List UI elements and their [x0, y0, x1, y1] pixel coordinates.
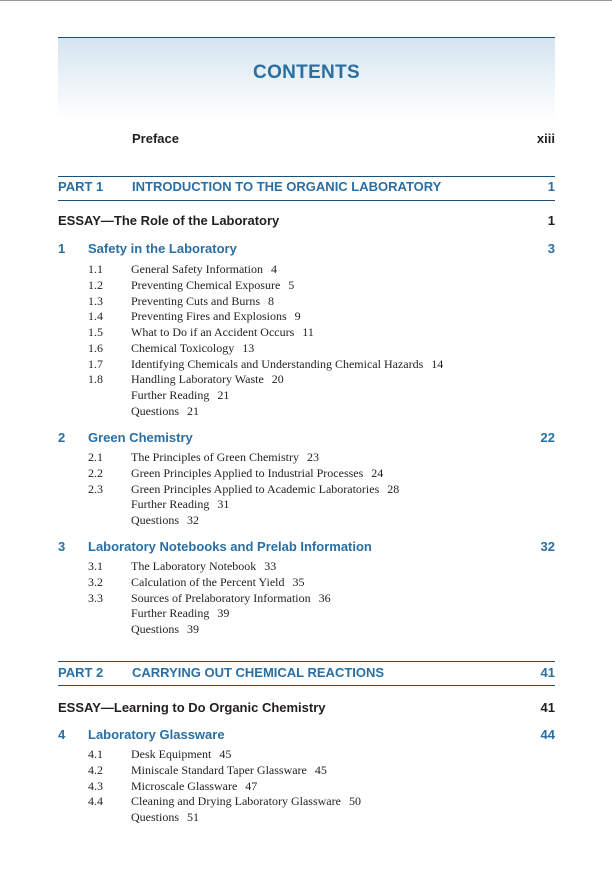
section-entry[interactable] [131, 278, 294, 293]
chapter-title[interactable]: Laboratory Glassware [88, 727, 225, 742]
section-page-number: 47 [245, 778, 258, 793]
section-title: Handling Laboratory Waste [131, 372, 264, 387]
section-page-number: 36 [318, 590, 331, 605]
section-number: 2.3 [88, 481, 103, 496]
section-title: Preventing Chemical Exposure [131, 277, 281, 292]
section-entry[interactable] [131, 513, 199, 528]
section-page-number: 45 [219, 747, 232, 761]
section-page-number: 14 [431, 356, 444, 371]
chapter-page-number: 22 [540, 430, 555, 445]
section-entry[interactable] [131, 747, 231, 762]
section-entry[interactable] [131, 559, 276, 574]
section-number: 1.4 [88, 309, 103, 324]
section-page-number: 9 [294, 309, 301, 324]
section-title: Preventing Fires and Explosions [131, 309, 287, 324]
part-rule-bottom [58, 200, 555, 201]
section-number: 4.4 [88, 794, 103, 809]
section-page-number: 23 [306, 450, 319, 464]
part-title[interactable]: CARRYING OUT CHEMICAL REACTIONS [132, 665, 385, 680]
section-page-number: 50 [348, 794, 361, 809]
section-entry[interactable] [131, 763, 327, 778]
essay-title[interactable]: ESSAY—The Role of the Laboratory [58, 213, 280, 228]
section-number: 4.3 [88, 778, 103, 793]
section-page-number: 28 [387, 481, 400, 496]
section-entry[interactable] [131, 606, 229, 621]
chapter-number: 4 [58, 727, 66, 742]
section-entry[interactable] [131, 591, 331, 606]
section-entry[interactable] [131, 262, 277, 277]
section-number: 1.6 [88, 340, 103, 355]
section-title: General Safety Information [131, 262, 263, 276]
section-entry[interactable] [131, 482, 399, 497]
section-title: Further Reading [131, 497, 210, 512]
section-title: Further Reading [131, 388, 210, 402]
chapter-title[interactable]: Safety in the Laboratory [88, 241, 237, 256]
section-title: Green Principles Applied to Academic Laboratories [131, 481, 380, 496]
essay-title[interactable]: ESSAY—Learning to Do Organic Chemistry [58, 700, 326, 715]
section-title: Identifying Chemicals and Understanding Chemical Hazards [131, 356, 424, 371]
section-title: Questions [131, 403, 179, 418]
chapter-page-number: 44 [540, 727, 555, 742]
section-title: Miniscale Standard Taper Glassware [131, 762, 307, 777]
section-entry[interactable] [131, 575, 305, 590]
section-entry[interactable] [131, 294, 274, 309]
section-title: Questions [131, 622, 179, 636]
section-number: 4.1 [88, 747, 103, 761]
section-title: What to Do if an Accident Occurs [131, 325, 295, 339]
part-title[interactable]: INTRODUCTION TO THE ORGANIC LABORATORY [132, 179, 442, 194]
section-number: 2.1 [88, 450, 103, 464]
section-number: 2.2 [88, 465, 103, 480]
part-rule-top [58, 176, 555, 177]
section-page-number: 13 [242, 340, 255, 355]
section-title: Questions [131, 810, 179, 824]
section-entry[interactable] [131, 325, 314, 340]
section-number: 1.8 [88, 372, 103, 387]
section-page-number: 21 [187, 403, 199, 418]
preface-page-number: xiii [536, 131, 555, 146]
section-entry[interactable] [131, 810, 199, 825]
chapter-number: 1 [58, 241, 66, 256]
section-entry[interactable] [131, 309, 301, 324]
section-page-number: 32 [187, 513, 199, 527]
section-title: Desk Equipment [131, 747, 212, 761]
section-page-number: 11 [302, 325, 314, 339]
section-entry[interactable] [131, 372, 284, 387]
section-page-number: 24 [371, 465, 384, 480]
section-page-number: 39 [187, 622, 199, 636]
section-page-number: 4 [270, 262, 277, 276]
section-number: 1.7 [88, 356, 103, 371]
section-entry[interactable] [131, 341, 254, 356]
section-number: 3.1 [88, 559, 103, 573]
part-page-number: 1 [547, 179, 555, 194]
chapter-page-number: 3 [547, 241, 555, 256]
section-page-number: 31 [217, 497, 230, 512]
section-page-number: 33 [264, 559, 277, 573]
section-title: Microscale Glassware [131, 778, 238, 793]
section-title: Sources of Prelaboratory Information [131, 590, 311, 605]
section-page-number: 39 [217, 606, 230, 621]
section-title: The Principles of Green Chemistry [131, 450, 299, 464]
chapter-title[interactable]: Laboratory Notebooks and Prelab Information [88, 539, 372, 554]
section-entry[interactable] [131, 497, 229, 512]
section-page-number: 21 [217, 388, 230, 402]
section-title: Green Principles Applied to Industrial Processes [131, 465, 364, 480]
section-title: The Laboratory Notebook [131, 559, 257, 573]
contents-header-band [58, 37, 555, 120]
section-entry[interactable] [131, 794, 361, 809]
section-title: Preventing Cuts and Burns [131, 293, 260, 308]
section-title: Questions [131, 513, 179, 527]
section-number: 3.2 [88, 574, 103, 589]
section-number: 1.3 [88, 293, 103, 308]
chapter-title[interactable]: Green Chemistry [88, 430, 193, 445]
part-label: PART 2 [58, 665, 104, 680]
page-title: CONTENTS [253, 62, 360, 83]
essay-page-number: 41 [540, 700, 555, 715]
preface-label[interactable]: Preface [132, 131, 179, 146]
section-entry[interactable] [131, 779, 257, 794]
section-entry[interactable] [131, 388, 229, 403]
section-entry[interactable] [131, 357, 443, 372]
section-page-number: 45 [314, 762, 327, 777]
section-title: Cleaning and Drying Laboratory Glassware [131, 794, 341, 809]
section-number: 1.1 [88, 262, 103, 276]
part-label: PART 1 [58, 179, 104, 194]
section-entry[interactable] [131, 622, 199, 637]
section-number: 1.2 [88, 277, 103, 292]
section-page-number: 51 [187, 810, 199, 824]
chapter-page-number: 32 [540, 539, 555, 554]
chapter-number: 2 [58, 430, 66, 445]
section-number: 4.2 [88, 762, 103, 777]
section-title: Further Reading [131, 606, 210, 621]
part-rule-top [58, 661, 555, 662]
section-page-number: 5 [288, 277, 295, 292]
section-entry[interactable] [131, 466, 383, 481]
page-top-rule [0, 0, 612, 1]
section-number: 3.3 [88, 590, 103, 605]
chapter-number: 3 [58, 539, 66, 554]
part-rule-bottom [58, 685, 555, 686]
section-title: Chemical Toxicology [131, 340, 235, 355]
section-number: 1.5 [88, 325, 103, 339]
section-page-number: 8 [268, 293, 274, 308]
section-entry[interactable] [131, 404, 199, 419]
section-page-number: 20 [271, 372, 284, 387]
essay-page-number: 1 [547, 213, 555, 228]
section-entry[interactable] [131, 450, 319, 465]
section-page-number: 35 [292, 574, 305, 589]
section-title: Calculation of the Percent Yield [131, 574, 285, 589]
part-page-number: 41 [540, 665, 555, 680]
